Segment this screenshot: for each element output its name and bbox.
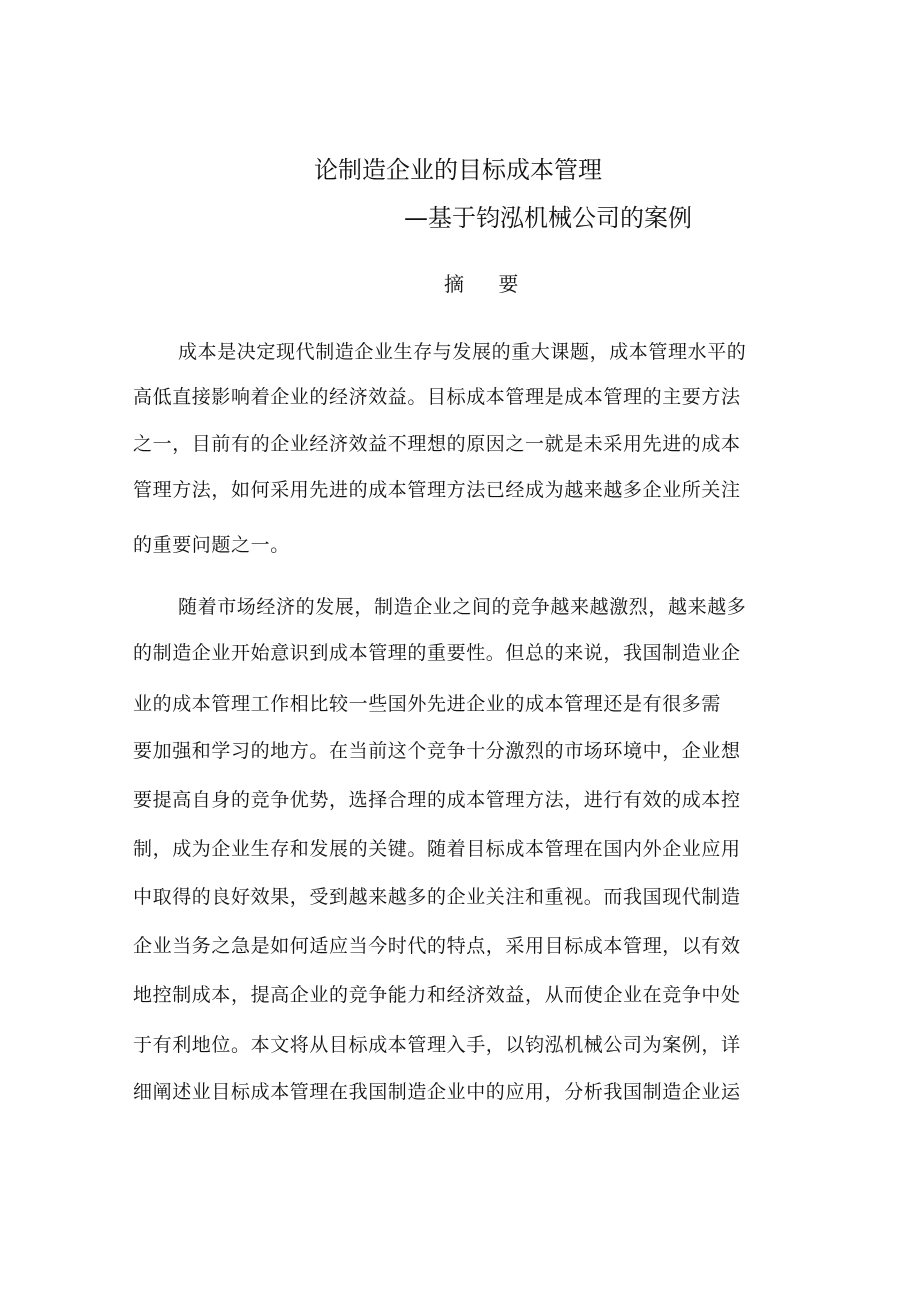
paragraph-line: 中取得的良好效果，受到越来越多的企业关注和重视。而我国现代制造 [133,886,741,908]
paragraph-line: 成本是决定现代制造企业生存与发展的重大课题，成本管理水平的 [178,341,747,363]
document-title: 论制造企业的目标成本管理 [314,156,602,184]
document-subtitle: —基于钧泓机械公司的案例 [404,204,692,232]
paragraph-line: 要加强和学习的地方。在当前这个竞争十分激烈的市场环境中，企业想 [133,740,741,762]
paragraph-line: 于有利地位。本文将从目标成本管理入手，以钧泓机械公司为案例，详 [133,1034,741,1056]
paragraph-line: 要提高自身的竞争优势，选择合理的成本管理方法，进行有效的成本控 [133,789,741,811]
paragraph-line: 的重要问题之一。 [133,534,290,556]
paragraph-line: 之一，目前有的企业经济效益不理想的原因之一就是未采用先进的成本 [133,433,741,455]
paragraph-line: 高低直接影响着企业的经济效益。目标成本管理是成本管理的主要方法 [133,386,741,408]
paragraph-line: 的制造企业开始意识到成本管理的重要性。但总的来说，我国制造业企 [133,642,741,664]
abstract-heading: 摘 要 [444,272,533,296]
paragraph-line: 随着市场经济的发展，制造企业之间的竞争越来越激烈，越来越多 [178,596,747,618]
paragraph-line: 地控制成本，提高企业的竞争能力和经济效益，从而使企业在竞争中处 [133,984,741,1006]
paragraph-line: 制，成为企业生存和发展的关键。随着目标成本管理在国内外企业应用 [133,838,741,860]
paragraph-line: 细阐述业目标成本管理在我国制造企业中的应用，分析我国制造企业运 [133,1081,741,1103]
paragraph-line: 业的成本管理工作相比较一些国外先进企业的成本管理还是有很多需 [133,693,722,715]
paragraph-line: 企业当务之急是如何适应当今时代的特点，采用目标成本管理，以有效 [133,935,741,957]
paragraph-line: 管理方法，如何采用先进的成本管理方法已经成为越来越多企业所关注 [133,479,741,501]
